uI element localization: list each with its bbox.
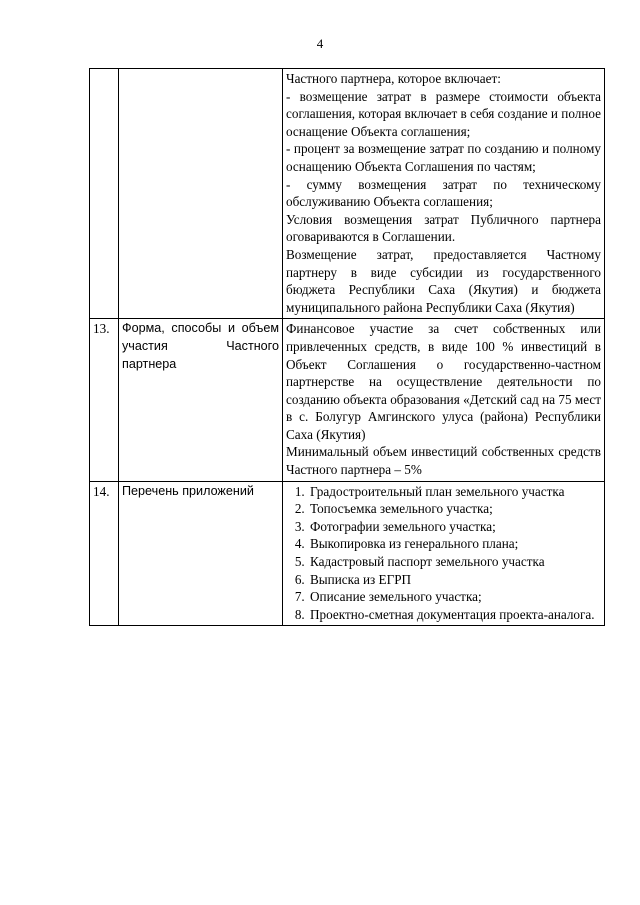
row-description <box>283 69 605 319</box>
paragraph: - процент за возмещение затрат по созданию и полному оснащению Объекта Соглашения по частям; <box>286 141 601 174</box>
list-item: 4. Выкопировка из генерального плана; <box>308 535 601 553</box>
list-item: 3. Фотографии земельного участка; <box>308 518 601 536</box>
list-item: 8. Проектно-сметная документация проекта-аналога. <box>308 606 601 624</box>
paragraph: - сумму возмещения затрат по техническому обслуживанию Объекта соглашения; <box>286 176 601 210</box>
table-row <box>90 69 605 319</box>
list-item: 1. Градостроительный план земельного участка <box>308 483 601 501</box>
paragraph: Финансовое участие за счет собственных или привлеченных средств, в виде 100 % инвестиций в Объект Соглашения о государственно-частном партнерстве на осуществление деятельности по созданию объекта образования «Детский сад на 75 мест в с. Болугур Амгинского улуса (района) Республики Саха (Якутия) <box>286 321 601 442</box>
row-number: 14. <box>90 481 119 626</box>
paragraph: - возмещение затрат в размере стоимости объекта соглашения, которая включает в себя создание и полное оснащение Объекта соглашения; <box>286 88 601 139</box>
appendix-list <box>286 483 601 624</box>
paragraph: Частного партнера, которое включает: <box>286 71 501 86</box>
row-title <box>119 69 283 319</box>
paragraph: Возмещение затрат, предоставляется Частному партнеру в виде субсидии из государственного бюджета Республики Саха (Якутия) и бюджета муниципального района Республики Саха (Якутия) <box>286 246 601 315</box>
list-item: 7. Описание земельного участка; <box>308 588 601 606</box>
paragraph: Минимальный объем инвестиций собственных средств Частного партнера – 5% <box>286 444 601 478</box>
table-row <box>90 481 605 626</box>
list-item: 2. Топосъемка земельного участка; <box>308 500 601 518</box>
list-item: 5. Кадастровый паспорт земельного участка <box>308 553 601 571</box>
row-number <box>90 69 119 319</box>
row-title: Перечень приложений <box>119 481 283 626</box>
page-number: 4 <box>316 36 324 51</box>
row-description <box>283 319 605 481</box>
row-description <box>283 481 605 626</box>
row-title: Форма, способы и объем участия Частного партнера <box>119 319 283 481</box>
paragraph: Условия возмещения затрат Публичного партнера оговариваются в Соглашении. <box>286 211 601 245</box>
list-item: 6. Выписка из ЕГРП <box>308 571 601 589</box>
row-number: 13. <box>90 319 119 481</box>
table-row <box>90 319 605 481</box>
document-table <box>89 68 605 626</box>
